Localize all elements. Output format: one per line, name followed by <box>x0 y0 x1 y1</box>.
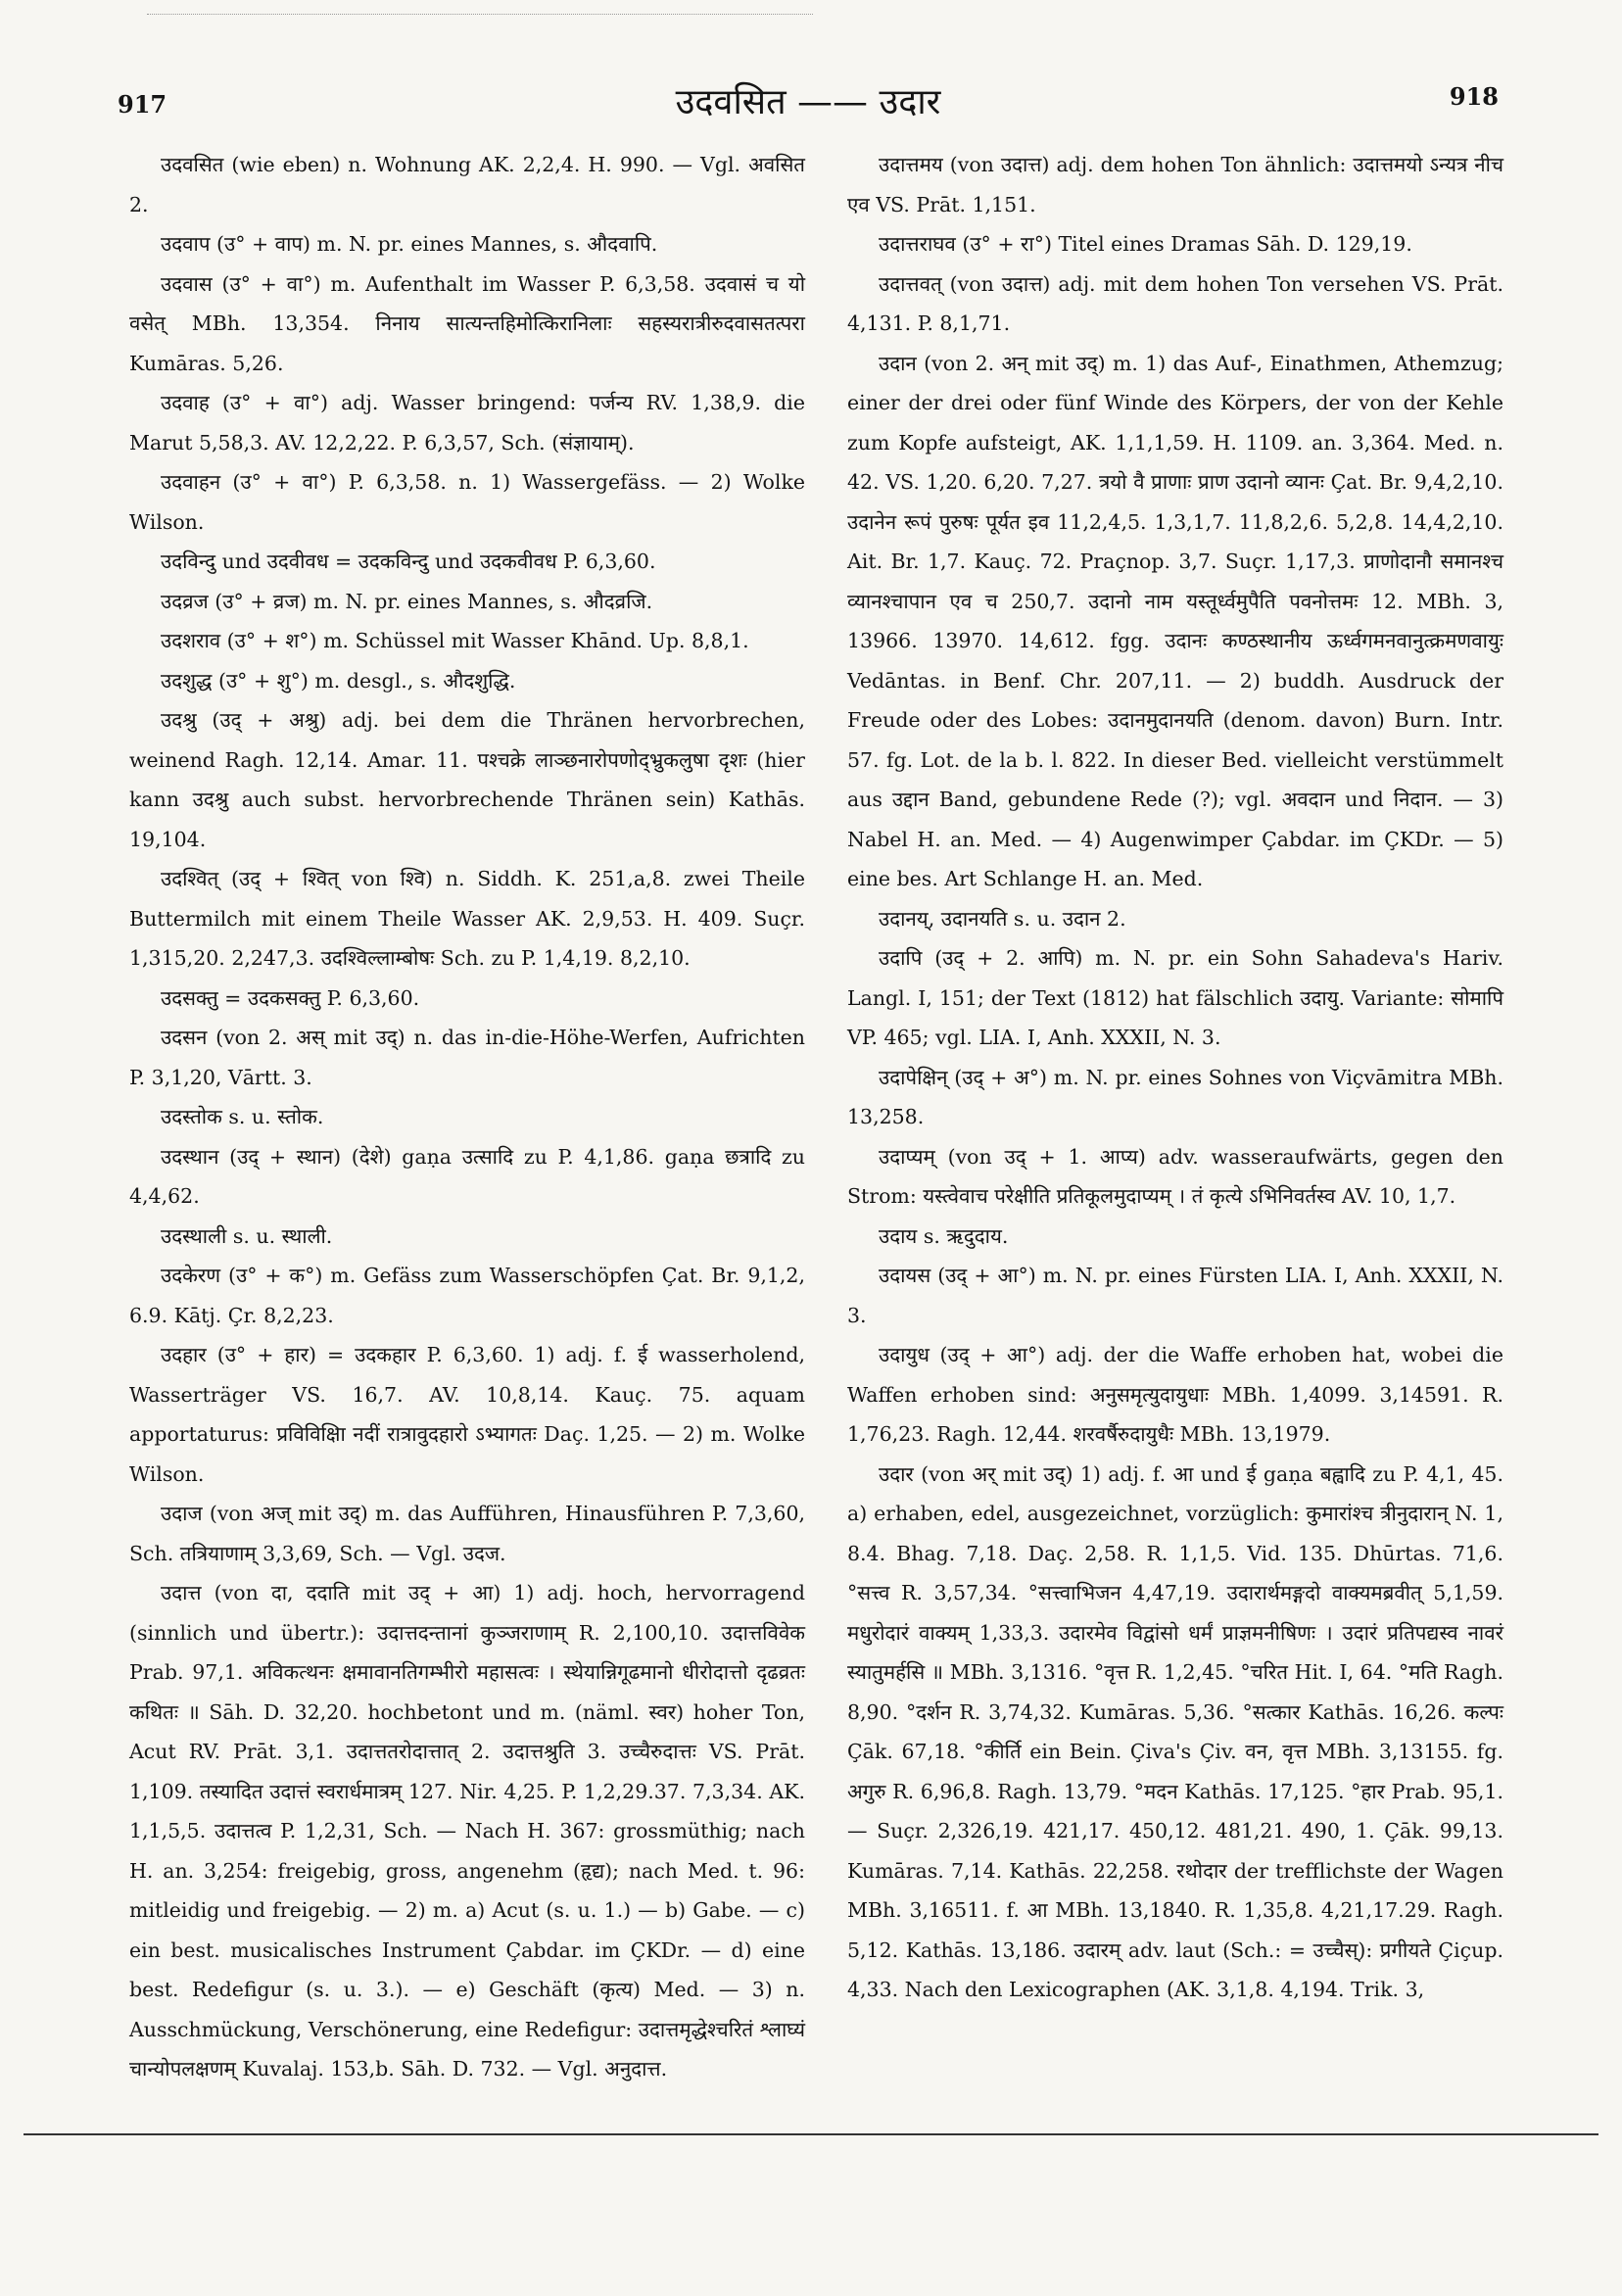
entry: उदविन्दु und उदवीवध = उदकविन्दु und उदकवीवध P. 6,3,60. <box>161 550 656 573</box>
entry: उदकेरण (उ° + क°) m. Gefäss zum Wasserschöpfen Çat. Br. 9,1,2, 6.9. Kātj. Çr. 8,2,23. <box>129 1264 805 1327</box>
entry: उदाज (von अज् mit उद्) m. das Aufführen, Hinausführen P. 7,3,60, Sch. तत्रियाणाम् 3,3,69, Sch. — Vgl. उदज. <box>129 1502 805 1565</box>
page-number-right: 918 <box>1449 82 1499 111</box>
entry: उदायुध (उद् + आ°) adj. der die Waffe erhoben hat, wobei die Waffen erhoben sind: अनुसमृत्युदायुधाः MBh. 1,4099. 3,14591. R. 1,76,23. Ragh. 12,44. शरवर्षैरुदायुधैः MBh. 13,1979. <box>847 1343 1503 1446</box>
entry: उदस्तोक s. u. स्तोक. <box>161 1105 324 1128</box>
entry: उदहार (उ° + हार) = उदकहार P. 6,3,60. 1) adj. f. ई wasserholend, Wasserträger VS. 16,7. AV. 10,8,14. Kauç. 75. aquam apportaturus: प्रविविक्षिा नदीं रात्रावुदहारो ऽभ्यागतः Daç. 1,25. — 2) m. Wolke Wilson. <box>129 1343 805 1486</box>
entry: उदसन (von 2. अस् mit उद्) n. das in-die-Höhe-Werfen, Aufrichten P. 3,1,20, Vārtt. 3. <box>129 1026 805 1089</box>
scan-speckle <box>147 14 813 17</box>
page-number-left: 917 <box>118 90 167 119</box>
entry: उदशराव (उ° + श°) m. Schüssel mit Wasser Khānd. Up. 8,8,1. <box>161 629 749 652</box>
entry: उदसक्तु = उदकसक्तु P. 6,3,60. <box>161 985 420 1010</box>
running-head: उदवसित —— उदार <box>675 82 941 122</box>
entry: उदान (von 2. अन् mit उद्) m. 1) das Auf-, Einathmen, Athemzug; einer der drei oder fünf Winde des Körpers, der von der Kehle zum Kopfe aufsteigt, AK. 1,1,1,59. H. 1109. an. 3,364. Med. n. 42. VS. 1,20. 6,20. 7,27. त्रयो वै प्राणाः प्राण उदानो व्यानः Çat. Br. 9,4,2,10. उदानेन रूपं पुरुषः पूर्यत इव 11,2,4,5. 1,3,1,7. 11,8,2,6. 5,2,8. 14,4,2,10. Ait. Br. 1,7. Kauç. 72. Praçnop. 3,7. Suçr. 1,17,3. प्राणोदानौ समानश्च व्यानश्चापान एव च 250,7. उदानो नाम यस्तूर्ध्वमुपैति पवनोत्तमः 12. MBh. 3, 13966. 13970. 14,612. fgg. उदानः कण्ठस्थानीय ऊर्ध्वगमनवानुत्क्रमणवायुः Vedāntas. in Benf. Chr. 207,11. — 2) buddh. Ausdruck der Freude oder des Lobes: उदानमुदानयति (denom. davon) Burn. Intr. 57. fg. Lot. de la b. l. 822. In dieser Bed. vielleicht verstümmelt aus उद्दान Band, gebundene Rede (?); vgl. अवदान und निदान. — 3) Nabel H. an. Med. — 4) Augenwimper Çabdar. im ÇKDr. — 5) eine bes. Art Schlange H. an. Med. <box>847 351 1503 890</box>
entry: उदशुद्ध (उ° + शु°) m. desgl., s. औदशुद्धि. <box>161 668 516 693</box>
entry: उदाय s. ऋदुदाय. <box>879 1223 1009 1248</box>
entry: उदव्रज (उ° + व्रज) m. N. pr. eines Mannes, s. औदव्रजि. <box>161 589 653 613</box>
entry: उदस्थाली s. u. स्थाली. <box>161 1223 333 1248</box>
page-header <box>118 76 1499 125</box>
entry: उदवसित (wie eben) n. Wohnung AK. 2,2,4. H. 990. — Vgl. अवसित 2. <box>129 153 805 216</box>
entry: उदापेक्षिन् (उद् + अ°) m. N. pr. eines Sohnes von Viçvāmitra MBh. 13,258. <box>847 1065 1503 1128</box>
entry: उदात्तराघव (उ° + रा°) Titel eines Dramas Sāh. D. 129,19. <box>879 232 1412 256</box>
entry: उदात्तवत् (von उदात्त) adj. mit dem hohen Ton versehen VS. Prāt. 4,131. P. 8,1,71. <box>847 271 1503 335</box>
entry: उदायस (उद् + आ°) m. N. pr. eines Fürsten LIA. I, Anh. XXXII, N. 3. <box>847 1264 1503 1327</box>
entry: उदस्थान (उद् + स्थान) (देशे) gaṇa उत्सादि zu P. 4,1,86. gaṇa छत्रादि zu 4,4,62. <box>129 1144 805 1208</box>
left-column <box>129 145 805 2089</box>
entry: उदवास (उ° + वा°) m. Aufenthalt im Wasser P. 6,3,58. उदवासं च यो वसेत् MBh. 13,354. निनाय सात्यन्तहिमोत्किरानिलाः सहस्यरात्रीरुदवासतत्परा Kumāras. 5,26. <box>129 271 805 375</box>
entry: उदश्रु (उद् + अश्रु) adj. bei dem die Thränen hervorbrechen, weinend Ragh. 12,14. Amar. 11. पश्चक्रे लाञ्छनारोपणोद्भ्रुकलुषा दृशः (hier kann उदश्रु auch subst. hervorbrechende Thränen sein) Kathās. 19,104. <box>129 708 805 851</box>
entry: उदात्त (von दा, ददाति mit उद् + आ) 1) adj. hoch, hervorragend (sinnlich und übertr.): उदात्तदन्तानां कुञ्जराणाम् R. 2,100,10. उदात्तविवेक Prab. 97,1. अविकत्थनः क्षमावानतिगम्भीरो महासत्वः । स्थेयान्निगूढमानो धीरोदात्तो दृढव्रतः कथितः ॥ Sāh. D. 32,20. hochbetont und m. (näml. स्वर) hoher Ton, Acut RV. Prāt. 3,1. उदात्ततरोदात्तात् 2. उदात्तश्रुति 3. उच्चैरुदात्तः VS. Prāt. 1,109. तस्यादित उदात्तं स्वरार्धमात्रम् 127. Nir. 4,25. P. 1,2,29.37. 7,3,34. AK. 1,1,5,5. उदात्तत्व P. 1,2,31, Sch. — Nach H. 367: grossmüthig; nach H. an. 3,254: freigebig, gross, angenehm (हृद्य); nach Med. t. 96: mitleidig und freigebig. — 2) m. a) Acut (s. u. 1.) — b) Gabe. — c) ein best. musicalisches Instrument Çabdar. im ÇKDr. — d) eine best. Redefigur (s. u. 3.). — e) Geschäft (कृत्य) Med. — 3) n. Ausschmückung, Verschönerung, eine Redefigur: उदात्तमृद्धेश्चरितं श्लाघ्यं चान्योपलक्षणम् Kuvalaj. 153,b. Sāh. D. 732. — Vgl. अनुदात्त. <box>129 1581 805 2081</box>
entry: उदात्तमय (von उदात्त) adj. dem hohen Ton ähnlich: उदात्तमयो ऽन्यत्र नीच एव VS. Prāt. 1,151. <box>847 153 1503 216</box>
right-column <box>847 145 1503 2010</box>
entry: उदार (von अर् mit उद्) 1) adj. f. आ und ई gaṇa बह्वादि zu P. 4,1, 45. a) erhaben, edel, ausgezeichnet, vorzüglich: कुमारांश्च त्रीनुदारान् N. 1, 8.4. Bhag. 7,18. Daç. 2,58. R. 1,1,5. Vid. 135. Dhūrtas. 71,6. °सत्त्व R. 3,57,34. °सत्त्वाभिजन 4,47,19. उदारार्थमङ्गदो वाक्यमब्रवीत् 5,1,59. मधुरोदारं वाक्यम् 1,33,3. उदारमेव विद्वांसो धर्मं प्राज्ञमनीषिणः । उदारं प्रतिपद्यस्व नावरं स्यातुमर्हसि ॥ MBh. 3,1316. °वृत्त R. 1,2,45. °चरित Hit. I, 64. °मति Ragh. 8,90. °दर्शन R. 3,74,32. Kumāras. 5,36. °सत्कार Kathās. 16,26. कल्पः Çāk. 67,18. °कीर्ति ein Bein. Çiva's Çiv. वन, वृत्त MBh. 3,13155. fg. अगुरु R. 6,96,8. Ragh. 13,79. °मदन Kathās. 17,125. °हार Prab. 95,1. — Suçr. 2,326,19. 421,17. 450,12. 481,21. 490, 1. Çāk. 99,13. Kumāras. 7,14. Kathās. 22,258. रथोदार der trefflichste der Wagen MBh. 3,16511. f. आ MBh. 13,1840. R. 1,35,8. 4,21,17.29. Ragh. 5,12. Kathās. 13,186. उदारम् adv. laut (Sch.: = उच्चैस्): प्रगीयते Çiçup. 4,33. Nach den Lexicographen (AK. 3,1,8. 4,194. Trik. 3, <box>847 1461 1503 2001</box>
bottom-rule <box>24 2133 1598 2135</box>
entry: उदानय्, उदानयति s. u. उदान 2. <box>879 906 1126 931</box>
entry: उदवाप (उ° + वाप) m. N. pr. eines Mannes, s. औदवापि. <box>161 232 658 256</box>
entry: उदाप्यम् (von उद् + 1. आप्य) adv. wasseraufwärts, gegen den Strom: यस्त्वेवाच परेक्षीति प्रतिकूलमुदाप्यम् । तं कृत्ये ऽभिनिवर्तस्व AV. 10, 1,7. <box>847 1144 1503 1208</box>
entry: उदापि (उद् + 2. आपि) m. N. pr. ein Sohn Sahadeva's Hariv. Langl. I, 151; der Text (1812) hat fälschlich उदायु. Variante: सोमापि VP. 465; vgl. LIA. I, Anh. XXXII, N. 3. <box>847 946 1503 1049</box>
entry: उदवाह (उ° + वा°) adj. Wasser bringend: पर्जन्य RV. 1,38,9. die Marut 5,58,3. AV. 12,2,22. P. 6,3,57, Sch. (संज्ञायाम्). <box>129 391 805 454</box>
entry: उदश्वित् (उद् + श्वित् von श्वि) n. Siddh. K. 251,a,8. zwei Theile Buttermilch mit einem Theile Wasser AK. 2,9,53. H. 409. Suçr. 1,315,20. 2,247,3. उदश्विल्लाम्बोषः Sch. zu P. 1,4,19. 8,2,10. <box>129 867 805 970</box>
entry: उदवाहन (उ° + वा°) P. 6,3,58. n. 1) Wassergefäss. — 2) Wolke Wilson. <box>129 470 805 534</box>
